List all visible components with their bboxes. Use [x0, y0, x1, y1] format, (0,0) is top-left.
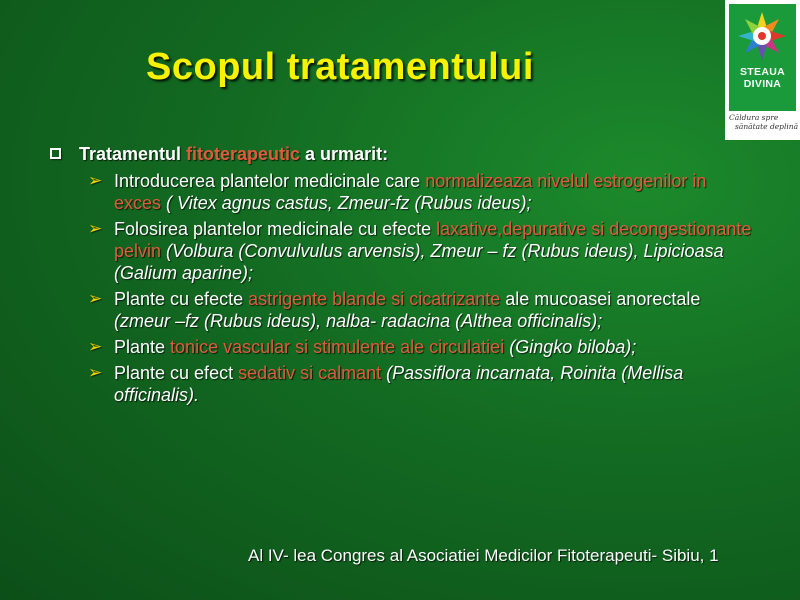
arrow-bullet-icon: ➢: [88, 337, 103, 356]
main-bullet-text: Tratamentul: [79, 144, 187, 164]
item-highlight: tonice vascular si stimulente ale circulatiei: [170, 337, 505, 357]
arrow-bullet-icon: ➢: [88, 289, 103, 308]
item-highlight: laxative,depurative si decongestionante pelvin: [114, 219, 752, 261]
item-text: Introducerea plantelor medicinale care: [114, 171, 426, 191]
logo-panel: [729, 4, 796, 111]
item-plant-names: (Volbura (Convulvulus arvensis), Zmeur – fz (Rubus ideus), Lipicioasa (Galium aparine);: [114, 241, 724, 283]
item-text: Plante cu efect: [114, 363, 239, 383]
arrow-bullet-icon: ➢: [88, 219, 103, 238]
item-plant-names: (Gingko biloba);: [504, 337, 637, 357]
logo-name-line1: STEAUA: [740, 66, 785, 78]
slide-footer: Al IV- lea Congres al Asociatiei Medicilor Fitoterapeuti- Sibiu, 1: [248, 546, 719, 565]
star-flower-icon: [736, 10, 788, 62]
item-plant-names: ( Vitex agnus castus, Zmeur-fz (Rubus ideus);: [161, 193, 532, 213]
list-item: [46, 336, 766, 358]
arrow-bullet-icon: ➢: [88, 171, 103, 190]
item-highlight: astrigente blande si cicatrizante: [248, 289, 501, 309]
item-plant-names: (Passiflora incarnata, Roinita (Mellisa officinalis).: [114, 363, 684, 405]
main-bullet: [46, 142, 766, 166]
sub-bullet-list: [46, 170, 766, 406]
item-text: Folosirea plantelor medicinale cu efecte: [114, 219, 437, 239]
slide-body: [46, 142, 766, 410]
list-item: [46, 362, 766, 406]
logo-name-line2: DIVINA: [743, 78, 782, 90]
arrow-bullet-icon: ➢: [88, 363, 103, 382]
logo-tagline-line1: Căldura spre: [729, 113, 779, 122]
list-item: [46, 288, 766, 332]
logo-tagline: [729, 113, 799, 131]
item-highlight: normalizeaza nivelul estrogenilor in exces: [114, 171, 707, 213]
slide-title: Scopul tratamentului: [146, 46, 534, 88]
square-bullet-icon: [50, 148, 61, 159]
logo-tagline-line2: sănătate deplină: [735, 122, 799, 131]
list-item: [46, 170, 766, 214]
main-bullet-text-after: a urmarit:: [300, 144, 389, 164]
item-text: Plante cu efecte: [114, 289, 249, 309]
steaua-divina-logo: [725, 0, 800, 140]
item-plant-names: (zmeur –fz (Rubus ideus), nalba- radacina (Althea officinalis);: [114, 311, 603, 331]
item-highlight: sedativ si calmant: [238, 363, 382, 383]
item-text: Plante: [114, 337, 171, 357]
main-bullet-highlight: fitoterapeutic: [186, 144, 301, 164]
list-item: [46, 218, 766, 284]
item-text-after: ale mucoasei anorectale: [500, 289, 701, 309]
